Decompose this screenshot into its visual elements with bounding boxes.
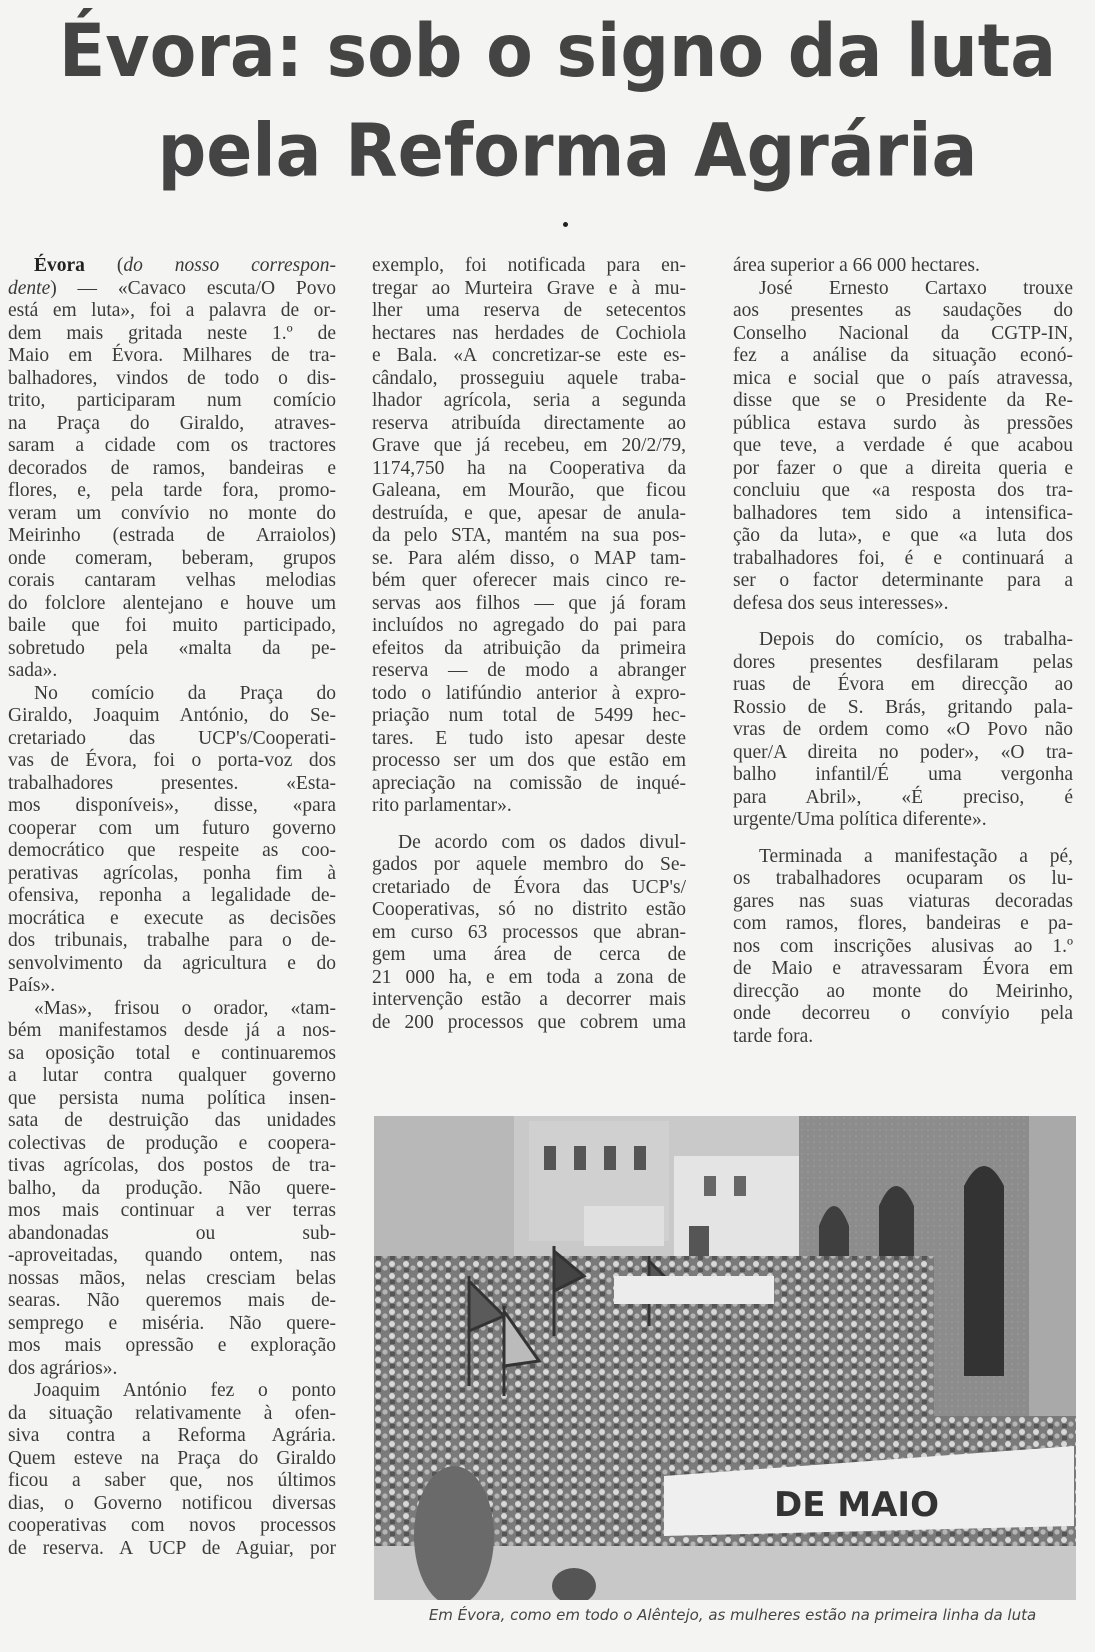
text-line: ruas de Évora em direcção ao [733, 674, 1073, 695]
text-line: aos presentes as saudações do [733, 300, 1073, 321]
text-line: sada». [8, 660, 58, 681]
text-line: Grave que já recebeu, em 20/2/79, [372, 435, 686, 456]
paragraph [733, 278, 1073, 616]
article-column-2 [372, 255, 686, 1034]
text-line: Joaquim António fez o ponto [34, 1380, 336, 1401]
text-line: balho, da produção. Não quere- [8, 1177, 336, 1199]
text-line: direcção ao monte do Meirinho, [733, 980, 1073, 1002]
text-line: dem mais gritada neste 1.º de [8, 322, 336, 344]
text-line: Maio em Évora. Milhares de tra- [8, 345, 336, 366]
text-line: dias, o Governo notificou diversas [8, 1492, 336, 1514]
dateline: Évora [34, 255, 85, 276]
text-line: nossas mãos, nelas cresciam belas [8, 1267, 336, 1289]
text-line: de reserva. A UCP de Aguiar, por [8, 1537, 336, 1559]
text-line: tares. E tudo isto apesar deste [372, 727, 686, 749]
paragraph [372, 832, 686, 1035]
text-line: balhadores tem sido a intensifica- [733, 502, 1073, 524]
news-photo-crowd [374, 1116, 1076, 1600]
text-line: Cooperativas, só no distrito estão [372, 899, 686, 920]
text-line: -aproveitadas, quando ontem, nas [8, 1245, 336, 1266]
text-line: exemplo, foi notificada para en- [372, 255, 686, 276]
headline [0, 3, 1095, 202]
article-column-1 [8, 255, 336, 1560]
text-line: ofensiva, reponha a legalidade de- [8, 885, 336, 906]
text-line: tarde fora. [733, 1025, 814, 1047]
text-line: defesa dos seus interesses». [733, 592, 949, 614]
text-line: tivas agrícolas, dos postos de tra- [8, 1155, 336, 1176]
banner-upper-left [584, 1206, 664, 1246]
text-line: cretariado das UCP's/Cooperati- [8, 727, 336, 749]
text-line: onde decorreu o convíyio pela [733, 1003, 1073, 1024]
text-line: de 200 processos que cobrem uma [372, 1011, 686, 1033]
text-line: cândalo, prosseguiu aquele traba- [372, 367, 686, 389]
text-line: todo o latifúndio anterior à expro- [372, 682, 686, 704]
text-line: No comício da Praça do [34, 682, 336, 704]
paragraph [8, 998, 336, 1381]
text-line: rito parlamentar». [372, 795, 512, 816]
text-line: balho infantil/É uma vergonha [733, 764, 1073, 785]
banner-text: DE MAIO [774, 1485, 939, 1525]
text-line: tregar ao Murteira Grave e à mu- [372, 277, 686, 299]
text-line: mos disponíveis», disse, «para [8, 795, 336, 816]
text-line: Meirinho (estrada de Arraiolos) [8, 525, 336, 546]
text-line: siva contra a Reforma Agrária. [8, 1425, 336, 1446]
text-line: sata de destruição das unidades [8, 1110, 336, 1131]
text-line: sobretudo pela «malta da pe- [8, 637, 336, 659]
lead-line-2: dente) — «Cavaco escuta/O Povo [8, 277, 336, 299]
text-line: democrático que respeite as coo- [8, 840, 336, 861]
text-line: os trabalhadores ocuparam os lu- [733, 868, 1073, 889]
photo-caption: Em Évora, como em todo o Alêntejo, as mulheres estão na primeira linha da luta [428, 1606, 1037, 1624]
paragraph [8, 1380, 336, 1560]
text-line: que teve, a verdade é que acabou [733, 435, 1073, 456]
text-line: trabalhadores foi, é e continuará a [733, 547, 1073, 569]
text-line: de Maio e atravessaram Évora em [733, 958, 1073, 979]
text-line: senvolvimento da agricultura e do [8, 952, 336, 974]
text-line: está em luta», foi a palavra de or- [8, 300, 336, 321]
text-line: cretariado de Évora das UCP's/ [372, 876, 686, 898]
text-line: semprego e miséria. Não quere- [8, 1312, 336, 1334]
text-line: ção da luta», e que «a luta dos [733, 525, 1073, 546]
text-line: destruída, e que, apesar de anula- [372, 502, 686, 524]
text-line: 21 000 ha, e em toda a zona de [372, 966, 686, 988]
text-line: processo ser um dos que estão em [372, 750, 686, 771]
text-line: mos mais continuar a ver terras [8, 1200, 336, 1221]
text-line: flores, e, pela tarde fora, promo- [8, 480, 336, 501]
text-line: colectivas de produção e coopera- [8, 1132, 336, 1154]
text-line: saram a cidade com os tractores [8, 435, 336, 456]
text-line: se. Para além disso, o MAP tam- [372, 547, 686, 569]
text-line: onde comeram, beberam, grupos [8, 547, 336, 569]
text-line: balhadores, vindos de todo o dis- [8, 367, 336, 389]
separator-dot [563, 222, 568, 227]
text-line: ficou a saber que, nos últimos [8, 1470, 336, 1491]
text-line: baile que foi muito participado, [8, 615, 336, 636]
text-line: com ramos, flores, bandeiras e pa- [733, 913, 1073, 934]
paragraph-gap [372, 818, 686, 832]
text-line: e Bala. «A concretizar-se este es- [372, 345, 686, 366]
text-line: decorados de ramos, bandeiras e [8, 457, 336, 479]
text-line: mica e social que o país atravessa, [733, 367, 1073, 389]
text-line: da situação relativamente à ofen- [8, 1402, 336, 1424]
text-line: fez a análise da situação econó- [733, 345, 1073, 366]
text-line: quer/A direita no poder», «O tra- [733, 741, 1073, 763]
paragraph [8, 300, 336, 683]
text-line: vras de ordem como «O Povo não [733, 719, 1073, 740]
text-line: que persista numa política insen- [8, 1087, 336, 1109]
text-line: cooperar com um futuro governo [8, 817, 336, 839]
text-line: Galeana, em Mourão, que ficou [372, 480, 686, 501]
text-line: disse que se o Presidente da Re- [733, 390, 1073, 411]
text-line: Depois do comício, os trabalha- [759, 629, 1073, 650]
paragraph [733, 846, 1073, 1049]
text-line: servas aos filhos — que já foram [372, 592, 686, 614]
text-line: cooperativas com novos processos [8, 1515, 336, 1536]
text-line: concluiu que «a resposta dos tra- [733, 480, 1073, 501]
text-line: mos mais opressão e exploração [8, 1335, 336, 1356]
paragraph [733, 629, 1073, 832]
text-line: incluídos no agregado do pai para [372, 615, 686, 636]
text-line: para Abril», «É preciso, é [733, 786, 1073, 808]
text-line: abandonadas ou sub- [8, 1222, 336, 1244]
text-line: Terminada a manifestação a pé, [759, 845, 1073, 867]
paragraph [372, 255, 686, 818]
text-line: trito, participaram num comício [8, 390, 336, 411]
text-line: José Ernesto Cartaxo trouxe [759, 277, 1073, 299]
text-line: 1174,750 ha na Cooperativa da [372, 457, 686, 479]
paragraph [8, 683, 336, 998]
foreground-figure [414, 1466, 494, 1600]
text-line: mocrática e execute as decisões [8, 907, 336, 929]
text-line: perativas agrícolas, ponha fim à [8, 862, 336, 884]
text-line: na Praça do Giraldo, atraves- [8, 412, 336, 434]
text-line: priação num total de 5499 hec- [372, 705, 686, 726]
text-line: dos tribunais, trabalhe para o de- [8, 930, 336, 951]
text-line: vas de Évora, foi o porta-voz dos [8, 750, 336, 771]
text-line: hectares nas herdades de Cochiola [372, 322, 686, 344]
paragraph-gap [733, 615, 1073, 629]
text-line: Giraldo, Joaquim António, do Se- [8, 705, 336, 726]
text-line: da pelo STA, mantém na sua pos- [372, 525, 686, 546]
text-line: bém manifestamos desde já a nos- [8, 1020, 336, 1041]
text-line: reserva — de modo a abranger [372, 660, 686, 681]
text-line: ser o factor determinante para a [733, 570, 1073, 591]
text-line: gem uma área de cerca de [372, 944, 686, 965]
text-line: sa oposição total e continuaremos [8, 1042, 336, 1064]
text-line: País». [8, 975, 56, 996]
text-line: dores presentes desfilaram pelas [733, 651, 1073, 673]
photo-illustration [374, 1116, 1076, 1600]
text-line: efeitos da atribuição da primeira [372, 637, 686, 659]
text-line: trabalhadores presentes. «Esta- [8, 772, 336, 794]
text-line: nos com inscrições alusivas ao 1.º [733, 935, 1073, 957]
text-line: bém quer oferecer mais cinco re- [372, 570, 686, 591]
article-column-3 [733, 255, 1073, 1048]
paragraph [733, 255, 1073, 278]
text-line: Conselho Nacional da CGTP-IN, [733, 322, 1073, 344]
lead-line: Évora (do nosso correspon- [34, 255, 336, 276]
text-line: gados por aquele membro do Se- [372, 854, 686, 875]
text-line: Quem esteve na Praça do Giraldo [8, 1447, 336, 1469]
headline-line-2: pela Reforma Agrária [157, 108, 978, 194]
text-line: reserva atribuída directamente ao [372, 412, 686, 434]
text-line: intervenção estão a decorrer mais [372, 989, 686, 1010]
text-line: pública estava surdo às pressões [733, 412, 1073, 434]
text-line: lhador agrícola, seria a segunda [372, 390, 686, 411]
text-line: searas. Não queremos mais de- [8, 1290, 336, 1311]
paragraph-gap [733, 832, 1073, 846]
text-line: Rossio de S. Brás, gritando pala- [733, 696, 1073, 718]
text-line: gares nas suas viaturas decoradas [733, 890, 1073, 912]
text-line: a lutar contra qualquer governo [8, 1065, 336, 1086]
text-line: por fazer o que a direita queria e [733, 457, 1073, 479]
text-line: apreciação na comissão de inqué- [372, 772, 686, 794]
text-line: em curso 63 processos que abran- [372, 921, 686, 943]
text-line: área superior a 66 000 hectares. [733, 255, 980, 276]
text-line: urgente/Uma política diferente». [733, 809, 987, 830]
banner-upper [614, 1276, 774, 1304]
text-line: De acordo com os dados divul- [398, 831, 686, 853]
headline-line-1: Évora: sob o signo da luta [58, 9, 1057, 95]
text-line: dos agrários». [8, 1357, 118, 1379]
text-line: do folclore alentejano e houve um [8, 592, 336, 614]
text-line: corais cantaram velhas melodias [8, 570, 336, 591]
text-line: veram um convívio no monte do [8, 502, 336, 524]
text-line: «Mas», frisou o orador, «tam- [34, 997, 336, 1019]
text-line: lher uma reserva de setecentos [372, 300, 686, 321]
